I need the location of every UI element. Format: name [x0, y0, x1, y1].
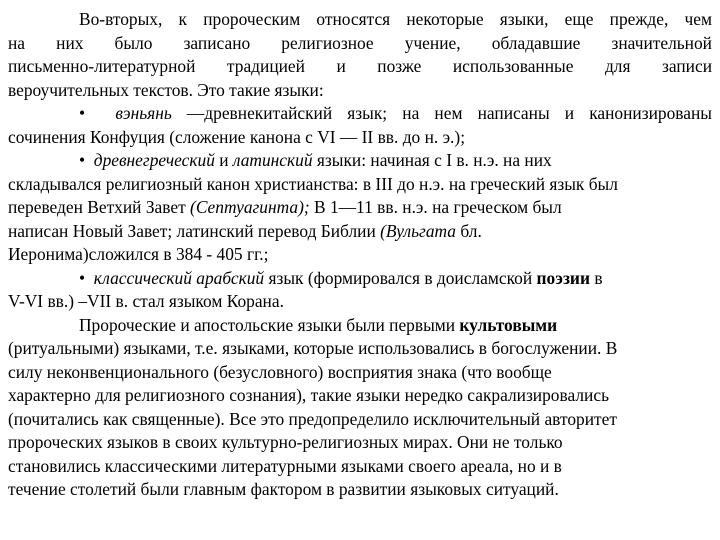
term-latin: латинский: [232, 150, 313, 170]
bullet-2-line-4: [8, 220, 712, 244]
paragraph-2-line: характерно для религиозного сознания), такие языки нередко сакрализировались: [8, 385, 609, 405]
bullet-2-line-3-a: переведен Ветхий Завет: [8, 197, 191, 217]
term-wenyan: вэньянь: [115, 103, 172, 123]
bullet-2-line-3-b: В 1—11 вв. н.э. на греческом был: [309, 197, 562, 217]
paragraph-2-line: течение столетий были главным фактором в развитии языковых ситуаций.: [8, 479, 559, 499]
term-septuagint: (Септуагинта);: [190, 197, 310, 217]
term-ancient-greek: древнегреческий: [93, 150, 215, 170]
paragraph-1-line-1: Во-вторых, к пророческим относятся некоторые языки, еще прежде, чем: [79, 9, 712, 29]
term-classical-arabic: классический арабский: [93, 267, 265, 288]
paragraph-1-line-3: письменно-литературной традицией и позже использованные для записи: [8, 56, 712, 76]
bullet-2-line-1: [8, 149, 712, 173]
bullet-2-line-2: складывался религиозный канон христианства: в III до н.э. на греческий язык был: [8, 173, 618, 194]
term-cult-languages: культовыми: [459, 314, 558, 335]
bullet-marker: •: [79, 150, 86, 170]
bullet-2-line-4-a: написан Новый Завет; латинский перевод Библии: [8, 220, 381, 241]
bullet-marker: •: [79, 103, 86, 123]
paragraph-2-line: пророческих языков в своих культурно-религиозных мирах. Они не только: [8, 432, 563, 452]
paragraph-2-line: силу неконвенционального (безусловного) восприятия знака (что вообще: [8, 361, 552, 382]
bullet-3-text: язык (формировался в доисламской: [264, 267, 537, 288]
bullet-2-text: языки: начиная с I в. н.э. на них: [312, 150, 552, 170]
term-vulgate: (Вульгата: [380, 220, 456, 241]
bullet-3-end: в: [589, 267, 603, 288]
bullet-2-line-4-b: бл.: [456, 220, 482, 241]
bullet-1-text: —древнекитайский язык; на нем написаны и канонизированы: [171, 103, 712, 123]
bullet-1-line-2: сочинения Конфуция (сложение канона с VI — II вв. до н. э.);: [8, 126, 466, 147]
bullet-marker: •: [79, 267, 86, 288]
paragraph-2-line: становились классическими литературными языками своего ареала, но и в: [8, 455, 562, 476]
paragraph-2-line: (ритуальными) языками, т.е. языками, которые использовались в богослужении. В: [8, 338, 618, 358]
bullet-2-mid: и: [214, 150, 233, 170]
paragraph-1-line-2: на них было записано религиозное учение, обладавшие значительной: [8, 32, 712, 53]
bullet-1-line-1: [8, 102, 712, 126]
term-poetry: поэзии: [536, 267, 590, 288]
paragraph-2-line-1-a: Пророческие и апостольские языки были первыми: [79, 314, 460, 335]
paragraph-2-line: (почитались как священные). Все это предопределило исключительный авторитет: [8, 408, 617, 429]
bullet-3-line-1: [8, 267, 712, 291]
paragraph-1-line-4: вероучительных текстов. Это такие языки:: [8, 79, 324, 100]
paragraph-2-line-1: [8, 314, 712, 338]
bullet-2-line-3: [8, 196, 712, 220]
bullet-3-line-2: V-VI вв.) –VII в. стал языком Корана.: [8, 291, 284, 311]
bullet-2-line-5: Иеронима)сложился в 384 - 405 гг.;: [8, 244, 269, 264]
